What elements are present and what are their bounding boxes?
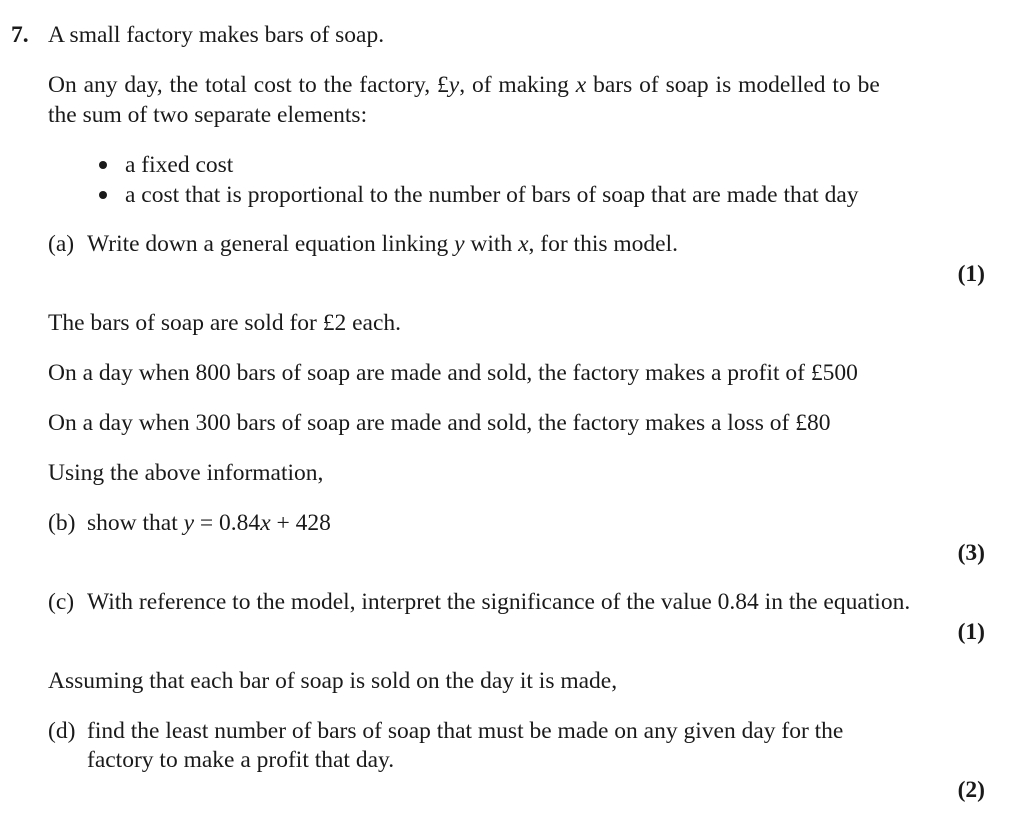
model-description-line-1 [48, 70, 880, 100]
part-d-label: (d) [48, 718, 76, 744]
bullet-item-proportional-cost: a cost that is proportional to the number of bars of soap that are made that day [125, 182, 859, 208]
part-b-text-a: show that [87, 510, 184, 536]
bullet-icon [99, 191, 107, 199]
part-c-marks: (1) [957, 619, 985, 645]
part-a-label: (a) [48, 231, 75, 257]
bullet-item-fixed-cost: a fixed cost [125, 152, 234, 178]
part-a-text-a: Write down a general equation linking [87, 231, 455, 257]
variable-x: x [575, 72, 587, 98]
assumption-text: Assuming that each bar of soap is sold on the day it is made, [48, 668, 618, 694]
question-number: 7. [11, 22, 29, 48]
variable-y: y [448, 72, 460, 98]
variable-x: x [260, 510, 271, 536]
part-a-text-b: with [464, 231, 519, 257]
part-d-text-line-2: factory to make a profit that day. [87, 747, 395, 773]
part-b-text-c: + 428 [270, 510, 331, 536]
part-a-text-c: , for this model. [528, 231, 678, 257]
question-intro: A small factory makes bars of soap. [48, 22, 385, 48]
part-b-text [87, 508, 331, 538]
part-d-text-line-1: find the least number of bars of soap that must be made on any given day for the [87, 718, 844, 744]
part-d-marks: (2) [957, 777, 985, 803]
part-a-marks: (1) [957, 261, 985, 287]
variable-y: y [454, 231, 465, 257]
info-using: Using the above information, [48, 460, 324, 486]
model-description-line-2: the sum of two separate elements: [48, 102, 368, 128]
part-c-text: With reference to the model, interpret the significance of the value 0.84 in the equation. [87, 589, 911, 615]
part-c-label: (c) [48, 589, 75, 615]
variable-y: y [183, 510, 195, 536]
part-b-label: (b) [48, 510, 76, 536]
model-text-b: , of making [459, 72, 576, 98]
info-price: The bars of soap are sold for £2 each. [48, 310, 402, 336]
model-text-c: bars of soap is modelled to be [586, 72, 880, 98]
info-profit-800: On a day when 800 bars of soap are made and sold, the factory makes a profit of £500 [48, 360, 858, 386]
part-a-text [87, 229, 678, 259]
model-text-a: On any day, the total cost to the factory, £ [48, 72, 449, 98]
part-b-text-b: = 0.84 [194, 510, 261, 536]
part-b-marks: (3) [957, 540, 985, 566]
bullet-icon [99, 161, 107, 169]
info-loss-300: On a day when 300 bars of soap are made and sold, the factory makes a loss of £80 [48, 410, 831, 436]
variable-x: x [518, 231, 529, 257]
